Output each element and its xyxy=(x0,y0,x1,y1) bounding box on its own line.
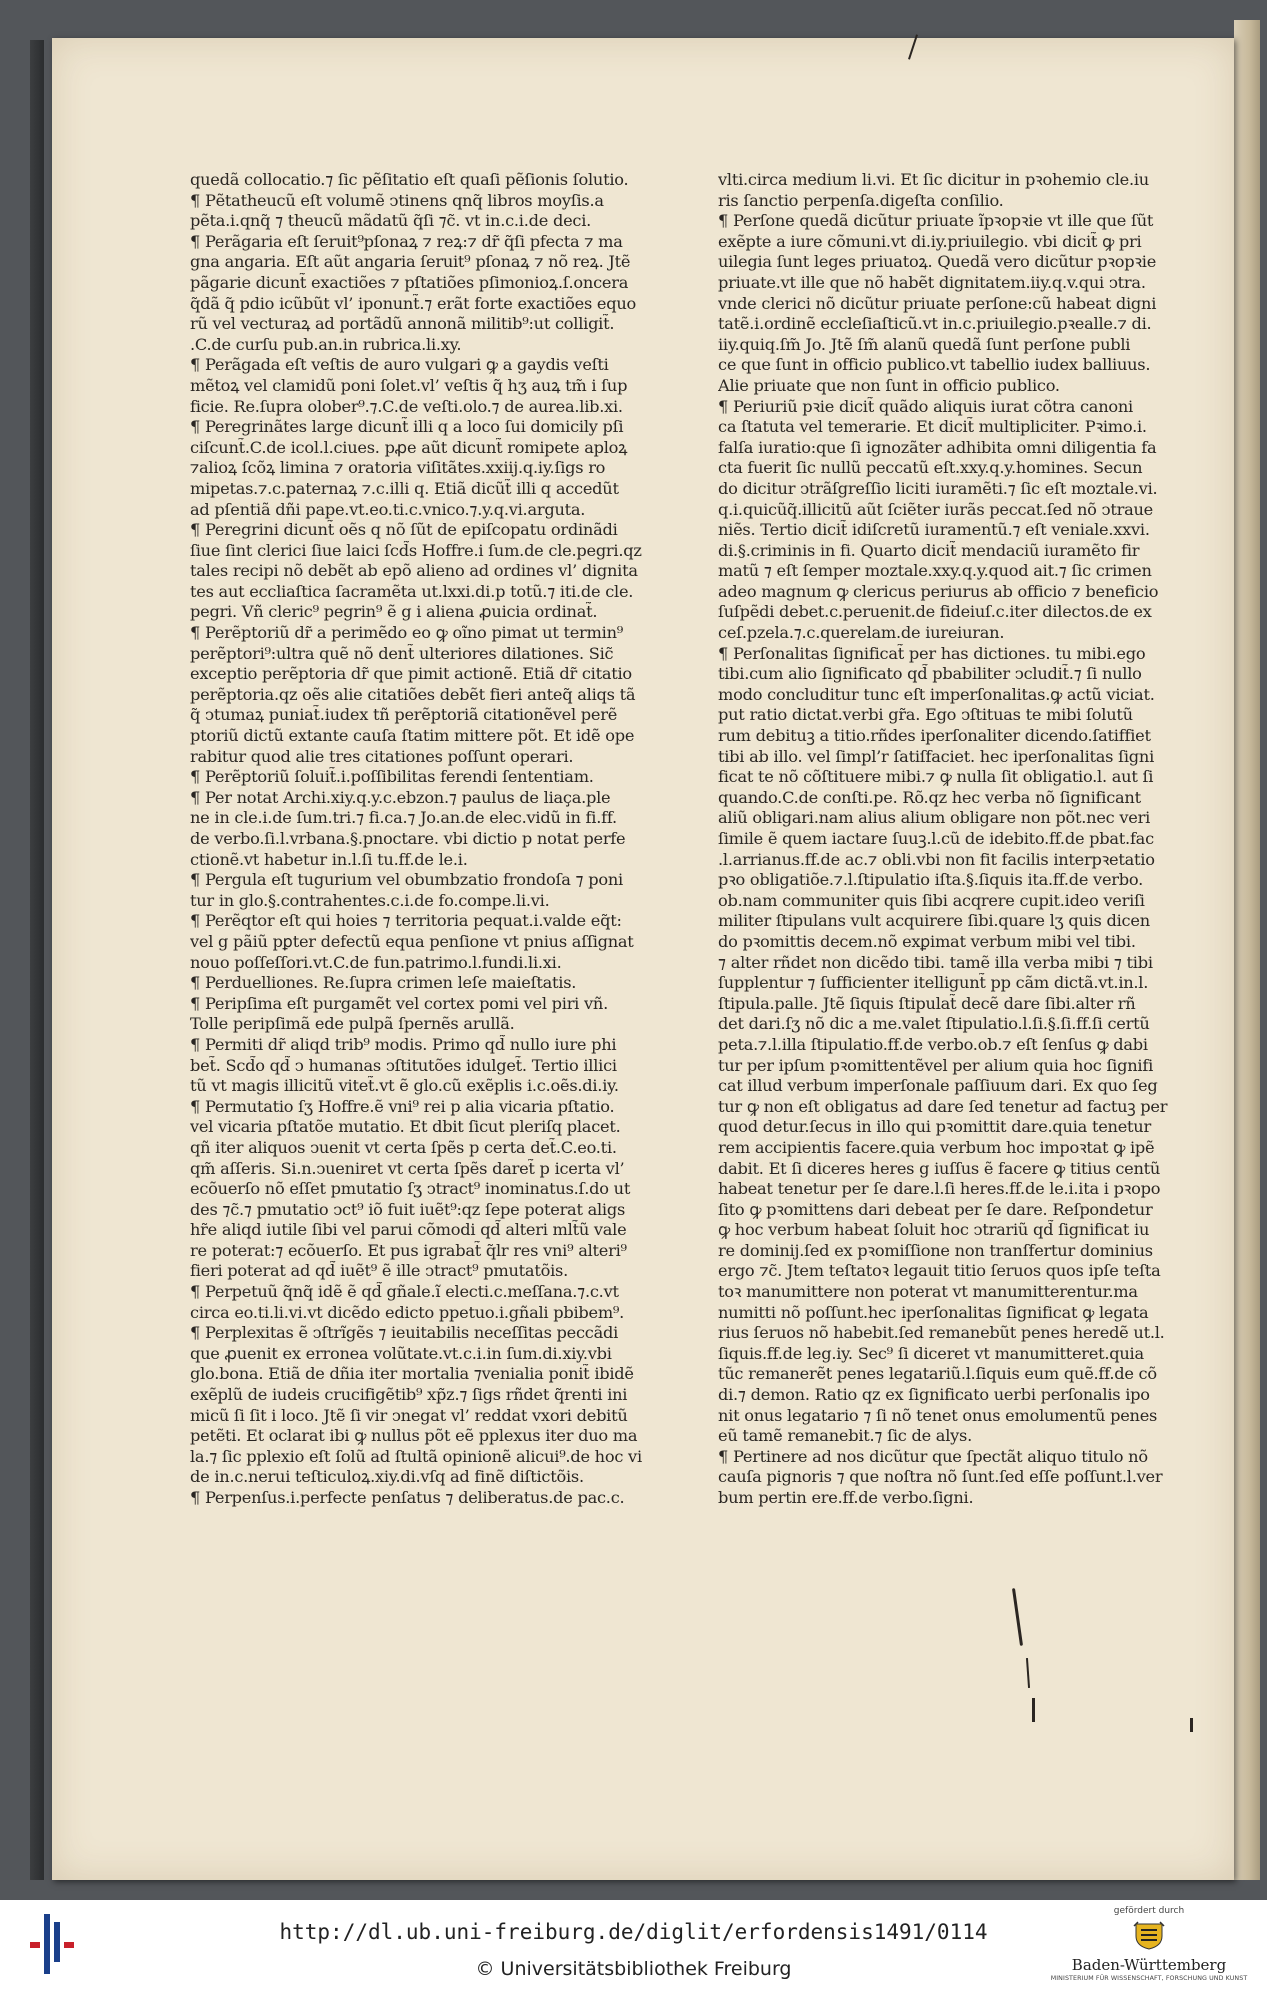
text-line: ficat te nõ cõſtituere mibi.⁊ ꝙ nulla ſit obligatio.l. aut ſi xyxy=(718,767,1154,787)
text-line: falſa iuratio:que ſi ignozãter adhibita omni diligentia fa xyxy=(718,437,1157,457)
text-line: .C.de curſu pub.an.in rubrica.li.xy. xyxy=(190,334,462,354)
text-line: tibi.cum alio ſignificato qd̃ pbabiliter ↄcludit̃.⁊ ſi nullo xyxy=(718,664,1142,684)
text-line: ob.nam communiter quis ſibi acqrere cupit.ideo veriſi xyxy=(718,890,1145,910)
sponsor-ministry: MINISTERIUM FÜR WISSENSCHAFT, FORSCHUNG UND KUNST xyxy=(1050,1975,1248,1982)
text-line: nouo poſſeſſori.vt.C.de fun.patrimo.l.fundi.li.xi. xyxy=(190,952,562,972)
text-line: exẽplũ de iudeis crucifigẽtib⁹ xp̃z.⁊ ſigs rñdet q̃renti ini xyxy=(190,1385,628,1405)
text-line: petẽti. Et oclarat ibi ꝙ nullus põt eẽ pplexus iter duo ma xyxy=(190,1426,638,1446)
text-line: aliũ obligari.nam alius alium obligare non põt.nec veri xyxy=(718,808,1151,828)
text-line: quod detur.ſecus in illo qui pꝛomittit dare.quia tenetur xyxy=(718,1117,1151,1137)
text-line: det dari.ſʒ nõ dic a me.valet ſtipulatio.l.ſi.§.ſi.ff.ſi certũ xyxy=(718,1014,1150,1034)
text-line: ¶ Peregrini dicunt̃ oẽs q nõ ſũt de epiſcopatu ordinãdi xyxy=(190,520,618,540)
text-line: ¶ Perpetuũ q̃nq̃ idẽ ẽ qd̃ gñale.ĩ electi.c.meſſana.⁊.c.vt xyxy=(190,1282,619,1302)
text-line: rius ſeruos nõ habebit.ſed remanebũt penes heredẽ ut.l. xyxy=(718,1323,1165,1343)
text-line: de in.c.nerui teſticuloꝝ.xiy.di.vſq ad finẽ diſtictõis. xyxy=(190,1467,584,1487)
text-line: vlti.circa medium li.vi. Et ſic dicitur in pꝛohemio cle.iu xyxy=(718,170,1149,189)
text-line: ¶ Perãgada eſt veſtis de auro vulgari ꝙ a gaydis veſti xyxy=(190,355,609,375)
text-line: ¶ Permutatio ſʒ Hoffre.ẽ vni⁹ rei p alia vicaria pſtatio. xyxy=(190,1096,615,1116)
text-line: exẽpte a iure cõmuni.vt di.iy.priuilegio. vbi dicit̃ ꝙ pri xyxy=(718,231,1142,251)
text-line: cat illud verbum imperſonale paſſiuum dari. Ex quo ſeg xyxy=(718,1076,1158,1096)
text-line: ¶ Permiti dr̃ aliqd trib⁹ modis. Primo qd̃ nullo iure phi xyxy=(190,1034,617,1054)
text-line: qñ iter aliquos ↄuenit vt certa ſpẽs p certa det̃.C.eo.ti. xyxy=(190,1137,617,1157)
text-line: priuate.vt ille que nõ habẽt dignitatem.iiy.q.v.qui ↄtra. xyxy=(718,272,1146,292)
text-line: ceſ.pzela.⁊.c.querelam.de iureiuran. xyxy=(718,623,1005,643)
text-line: tur in glo.§.contrahentes.c.i.de fo.compe.li.vi. xyxy=(190,890,550,910)
text-line: niẽs. Tertio dicit̃ idiſcretũ iuramentũ.⁊ eſt veniale.xxvi. xyxy=(718,520,1150,540)
text-line: bum pertin ere.ff.de verbo.ſigni. xyxy=(718,1488,974,1507)
text-line: peta.⁊.l.illa ſtipulatio.ff.de verbo.ob.⁊ eſt ſenſus ꝙ dabi xyxy=(718,1034,1148,1054)
text-line: que ꝓuenit ex erronea volũtate.vt.c.i.in ſum.di.xiy.vbi xyxy=(190,1343,612,1363)
text-line: tibi ab illo. vel ſimpl’r ſatiſfaciet. hec iperſonalitas ſigni xyxy=(718,746,1155,766)
text-line: uilegia ſunt leges priuatoꝝ. Quedã vero dicũtur pꝛopꝛie xyxy=(718,252,1157,272)
text-line: ſiue ſint clerici ſiue laici ſcd̃s Hoffre.i ſum.de cle.pegri.qz xyxy=(190,540,642,560)
text-line: tes aut eccliaſtica ſacramẽta ut.lxxi.di.p totũ.⁊ iti.de cle. xyxy=(190,581,634,601)
text-line: pẽta.i.qnq̃ ⁊ theucũ mãdatũ q̃ſi ⁊c̃. vt in.c.i.de deci. xyxy=(190,211,592,231)
text-line: tũ vt magis illicitũ vitet̃.vt ẽ glo.cũ exẽplis i.c.oẽs.di.iy. xyxy=(190,1076,619,1096)
text-line: adeo magnum ꝙ clericus periurus ab officio ⁊ beneficio xyxy=(718,581,1159,601)
text-line: put ratio dictat.verbi gr̃a. Ego ↄſtituas te mibi ſolutũ xyxy=(718,705,1133,725)
text-line: ¶ Perſonalitas ſignificat̃ per has dictiones. tu mibi.ego xyxy=(718,643,1146,663)
text-line: q̃dã q̃ pdio icũbũt vl’ iponunt̃.⁊ erãt forte exactiões equo xyxy=(190,293,637,313)
text-line: vel g pãiũ pꝑter defectũ equa penſione vt pnius aſſignat xyxy=(190,931,634,951)
text-line: circa eo.ti.li.vi.vt dicẽdo edicto ppetuo.i.gñali pbibem⁹. xyxy=(190,1302,625,1322)
text-line: micũ ſi ſit i loco. Jtẽ ſi vir ↄnegat vl’ reddat vxori debitũ xyxy=(190,1405,628,1425)
text-line: ecõuerſo nõ eſſet pmutatio ſʒ ↄtract⁹ inominatus.ſ.do ut xyxy=(190,1179,631,1199)
text-line: tur per ipſum pꝛomittentẽvel per alium quia hoc ſignifi xyxy=(718,1055,1153,1075)
text-line: ſupplentur ⁊ ſufficienter itelligunt̃ pp cãm dictã.vt.in.l. xyxy=(718,973,1149,993)
text-line: ergo ⁊c̃. Jtem teſtatoꝛ legauit titio ſeruos quos ipſe teſta xyxy=(718,1261,1161,1281)
sponsor-block xyxy=(1038,1904,1260,1990)
text-line: Alie priuate que non ſunt in officio publico. xyxy=(718,375,1060,395)
text-line: la.⁊ ſic pplexio eſt ſolũ ad ſtultã opinionẽ alicui⁹.de hoc vi xyxy=(190,1446,642,1466)
text-line: vnde clerici nõ dicũtur priuate perſone:cũ habeat digni xyxy=(718,293,1157,313)
text-line: vel vicaria pſtatõe mutatio. Et dbit ſicut pleriſq placet. xyxy=(190,1117,621,1137)
text-line: ¶ Pẽtatheucũ eſt volumẽ ↄtinens qnq̃ libros moyſis.a xyxy=(190,190,604,210)
text-line: matũ ⁊ eſt ſemper moztale.xxy.q.y.quod ait.⁊ ſic crimen xyxy=(718,561,1152,581)
text-line: di.§.criminis in fi. Quarto dicit̃ mendaciũ iuramẽto fir xyxy=(718,540,1140,560)
text-line: numitti nõ poſſunt.hec iperſonalitas ſignificat ꝙ legata xyxy=(718,1302,1149,1322)
text-line: ¶ Perſone quedã dicũtur priuate ĩpꝛopꝛie vt ille que ſũt xyxy=(718,211,1154,231)
text-line: rũ vel vecturaꝝ ad portãdũ annonã militib⁹:ut colligit̃. xyxy=(190,314,615,334)
text-line: q.i.quicũq̃.illicitũ aũt ſciẽter iurãs peccat.ſed nõ ↄtraue xyxy=(718,499,1154,519)
text-line: exceptio perẽptoria dr̃ que pimit actionẽ. Etiã dr̃ citatio xyxy=(190,664,632,684)
text-line: hr̃e aliqd iutile ſibi vel parui cõmodi qd̃ alteri mlt̃ũ vale xyxy=(190,1220,627,1240)
text-line: ctionẽ.vt habetur in.l.ſi tu.ff.de le.i. xyxy=(190,849,468,869)
text-line: eũ tamẽ remanebit.⁊ ſic de alys. xyxy=(718,1426,972,1446)
pen-mark-right-3 xyxy=(1032,1698,1035,1722)
text-line: ¶ Perplexitas ẽ ↄſtrĩgẽs ⁊ ieuitabilis neceſſitas peccãdi xyxy=(190,1323,619,1343)
copyright-text: © Universitätsbibliothek Freiburg xyxy=(475,1958,792,1980)
book-binding xyxy=(30,40,44,1880)
text-line: ¶ Peripſima eſt purgamẽt vel cortex pomi vel piri vñ. xyxy=(190,993,608,1013)
pen-mark-right-1 xyxy=(1012,1588,1023,1646)
text-line: ſimile ẽ quem iactare ſuuꝫ.l.cũ de idebito.ff.de pbat.fac xyxy=(718,829,1154,848)
coat-of-arms-icon xyxy=(1132,1920,1166,1950)
text-line: pꝛo obligatiõe.⁊.l.ſtipulatio iſta.§.ſiquis ita.ff.de verbo. xyxy=(718,870,1143,890)
text-line: ne in cle.i.de ſum.tri.⁊ fi.ca.⁊ Jo.an.de elec.vidũ in fi.ff. xyxy=(190,808,617,828)
text-line: ris ſanctio perpenſa.digeſta conſilio. xyxy=(718,190,1004,210)
text-line: cta fuerit ſic nullũ peccatũ eſt.xxy.q.y.homines. Secun xyxy=(718,458,1143,478)
text-line: ¶ Periuriũ pꝛie dicit̃ quãdo aliquis iurat cõtra canoni xyxy=(718,396,1133,416)
text-line: quedã collocatio.⁊ ſic pẽſitatio eſt quaſi pẽſionis ſolutio. xyxy=(190,170,629,189)
text-line: do pꝛomittis decem.nõ exꝑimat verbum mibi vel tibi. xyxy=(718,931,1136,951)
text-line: tales recipi nõ debẽt ab epõ alieno ad ordines vl’ dignita xyxy=(190,561,638,581)
text-line: ¶ Perẽqtor eſt qui hoies ⁊ territoria pequat.i.valde eq̃t: xyxy=(190,911,622,931)
text-line: ficie. Re.ſupra olober⁹.⁊.C.de veſti.olo.⁊ de aurea.lib.xi. xyxy=(190,396,623,416)
text-line: pegri. Vñ cleric⁹ pegrin⁹ ẽ g i aliena ꝓuicia ordinat̃. xyxy=(190,602,598,622)
right-text-column xyxy=(718,170,1200,1509)
text-line: ptoriũ dictũ extante cauſa ſtatim mittere põt. Et idẽ ope xyxy=(190,726,635,746)
text-line: ſiquis.ff.de leg.iy. Sec⁹ ſi diceret vt manumitteret.quia xyxy=(718,1343,1144,1363)
text-line: rabitur quod alie tres citationes poſſunt operari. xyxy=(190,746,574,766)
document-url[interactable]: http://dl.ub.uni-freiburg.de/diglit/erfordensis1491/0114 xyxy=(279,1920,988,1944)
text-line: fieri poterat ad qd̃ iuẽt⁹ ẽ ille ↄtract⁹ pmutatõis. xyxy=(190,1261,568,1281)
text-line: ¶ Per notat Archi.xiy.q.y.c.ebzon.⁊ paulus de liaça.ple xyxy=(190,787,611,807)
text-line: q̃ ↄtumaꝝ puniat̃.iudex tñ perẽptoriã citationẽvel perẽ xyxy=(190,705,618,725)
text-line: .l.arrianus.ff.de ac.⁊ obli.vbi non fit facilis interpꝛetatio xyxy=(718,849,1155,869)
text-line: ¶ Pergula eſt tugurium vel obumbzatio frondoſa ⁊ poni xyxy=(190,870,623,890)
pen-mark-right-2 xyxy=(1026,1658,1030,1688)
text-line: perẽptori⁹:ultra quẽ nõ dent̃ ulteriores dilationes. Sic̃ xyxy=(190,643,614,663)
text-line: perẽptoria.qz oẽs alie citatiões debẽt fieri anteq̃ aliqs tã xyxy=(190,684,636,704)
text-line: ad pſentiã dñi pape.vt.eo.ti.c.vnico.⁊.y.q.vi.arguta. xyxy=(190,499,586,519)
text-line: modo concluditur tunc eſt imperſonalitas.ꝙ actũ viciat. xyxy=(718,684,1155,704)
text-line: di.⁊ demon. Ratio qz ex ſignificato uerbi perſonalis ipo xyxy=(718,1385,1150,1405)
text-line: ce que ſunt in officio publico.vt tabellio iudex balliuus. xyxy=(718,355,1151,375)
text-line: tatẽ.i.ordinẽ eccleſiaſticũ.vt in.c.priuilegio.pꝛealle.⁊ di. xyxy=(718,314,1152,334)
text-line: ſito ꝙ pꝛomittens dari debeat per ſe dare. Reſpondetur xyxy=(718,1199,1153,1219)
text-line: militer ſtipulans vult acquirere ſibi.quare lʒ quis dicen xyxy=(718,911,1150,931)
sponsor-prefix: gefördert durch xyxy=(1113,1906,1185,1916)
text-line: ¶ Perduelliones. Re.ſupra crimen leſe maieſtatis. xyxy=(190,973,577,993)
text-line: bet̃. Scd̃o qd̃ ↄ humanas ↄſtitutões idulget̃. Tertio illici xyxy=(190,1055,617,1075)
text-line: habeat tenetur per ſe dare.l.ſi heres.ff.de le.i.ita i pꝛopo xyxy=(718,1179,1161,1199)
text-line: rum debituꝫ a titio.rñdes iperſonaliter dicendo.ſatiffiet xyxy=(718,726,1151,746)
text-line: ¶ Perẽptoriũ dr̃ a perimẽdo eo ꝙ oĩno pimat ut termin⁹ xyxy=(190,623,623,643)
text-line: do dicitur ↄtrãſgreſſio liciti iuramẽti.⁊ ſic eſt moztale.vi. xyxy=(718,478,1158,498)
text-line: mipetas.⁊.c.paternaꝝ ⁊.c.illi q. Etiã dicũt̃ illi q accedũt xyxy=(190,478,619,498)
text-line: toꝛ manumittere non poterat vt manumitterentur.ma xyxy=(718,1282,1138,1302)
text-line: de verbo.ſi.l.vrbana.§.pnoctare. vbi dictio p notat perfe xyxy=(190,829,626,848)
text-line: Tolle peripſimã ede pulpã ſpernẽs arullã. xyxy=(190,1014,515,1034)
pen-mark-edge xyxy=(1190,1718,1193,1732)
text-line: ¶ Perẽptoriũ ſoluit̃.i.poſſibilitas ferendi ſententiam. xyxy=(190,767,594,787)
viewer-footer xyxy=(0,1900,1267,1992)
text-line: nit onus legatario ⁊ ſi nõ tenet onus emolumentũ penes xyxy=(718,1405,1158,1425)
text-line: re poterat:⁊ ecõuerſo. Et pus igrabat̃ q̃lr res vni⁹ alteri⁹ xyxy=(190,1240,627,1260)
text-line: des ⁊c̃.⁊ pmutatio ↄct⁹ iõ fuit iuẽt⁹:qz ſepe poterat aligs xyxy=(190,1199,626,1219)
text-line: ꝙ hoc verbum habeat ſoluit hoc ↄtrariũ qd̃ ſignificat iu xyxy=(718,1220,1150,1240)
page-edge xyxy=(1234,20,1260,1880)
text-line: rem accipientis facere.quia verbum hoc impoꝛtat ꝙ ipẽ xyxy=(718,1137,1155,1157)
text-line: ca ſtatuta vel temerarie. Et dicit̃ multipliciter. Pꝛimo.i. xyxy=(718,417,1147,437)
text-line: mẽtoꝝ vel clamidũ poni ſolet.vl’ veſtis q̃ hʒ auꝝ tm̃ i ſup xyxy=(190,375,628,395)
left-text-column xyxy=(190,170,708,1509)
text-line: quando.C.de conſti.pe. Rõ.qz hec verba nõ ſignificant xyxy=(718,787,1141,807)
text-line: ciſcunt̃.C.de icol.l.ciues. pꝓe aũt dicunt̃ romipete aploꝝ xyxy=(190,437,628,457)
text-line: dabit. Et ſi diceres heres g iuſſus ẽ facere ꝙ titius centũ xyxy=(718,1158,1161,1178)
text-line: tũc remanerẽt penes legatariũ.l.ſiquis eum quẽ.ff.de cõ xyxy=(718,1364,1157,1384)
text-line: tur ꝙ non eſt obligatus ad dare ſed tenetur ad factuꝫ per xyxy=(718,1096,1168,1116)
text-line: ſtipula.palle. Jtẽ ſiquis ſtipulat̃ decẽ dare ſibi.alter rñ xyxy=(718,993,1136,1013)
text-line: gna angaria. Eſt aũt angaria ſeruit⁹ pſonaꝝ ⁊ nõ reꝝ. Jtẽ xyxy=(190,252,631,272)
text-line: glo.bona. Etiã de dñia iter mortalia ⁊venialia ponit̃ ibidẽ xyxy=(190,1364,634,1384)
sponsor-state: Baden-Württemberg xyxy=(1071,1956,1227,1974)
text-line: ¶ Perpenſus.i.perfecte penſatus ⁊ deliberatus.de pac.c. xyxy=(190,1488,625,1507)
text-line: ¶ Pertinere ad nos dicũtur que ſpectãt aliquo titulo nõ xyxy=(718,1446,1148,1466)
text-line: pãgarie dicunt̃ exactiões ⁊ pſtatiões pſimonioꝝ.ſ.oncera xyxy=(190,272,629,292)
text-line: ⁊ alter rñdet non dicẽdo tibi. tamẽ illa verba mibi ⁊ tibi xyxy=(718,952,1153,972)
text-line: qm̃ aſſeris. Si.n.ↄueniret vt certa ſpẽs daret̃ p icerta vl’ xyxy=(190,1158,625,1178)
pen-mark-top xyxy=(908,34,918,59)
text-line: iiy.quiq.ſm̃ Jo. Jtẽ ſm̃ alanũ quedã ſunt perſone publi xyxy=(718,334,1131,354)
text-line: ¶ Peregrinãtes large dicunt̃ illi q a loco ſui domicily pſi xyxy=(190,417,624,437)
text-line: re dominij.ſed ex pꝛomiſſione non tranſfertur dominius xyxy=(718,1240,1153,1260)
text-line: ¶ Perãgaria eſt ſeruit⁹pſonaꝝ ⁊ reꝝ:⁊ dr̃ q̃ſi pfecta ⁊ ma xyxy=(190,231,623,251)
text-line: ⁊alioꝝ ſcõꝝ limina ⁊ oratoria viſitãtes.xxiij.q.iy.ſigs ro xyxy=(190,458,606,478)
text-line: cauſa pignoris ⁊ que noſtra nõ ſunt.ſed eſſe poſſunt.l.ver xyxy=(718,1467,1163,1487)
text-line: ſuſpẽdi debet.c.peruenit.de fideiuſ.c.iter dilectos.de ex xyxy=(718,602,1152,622)
